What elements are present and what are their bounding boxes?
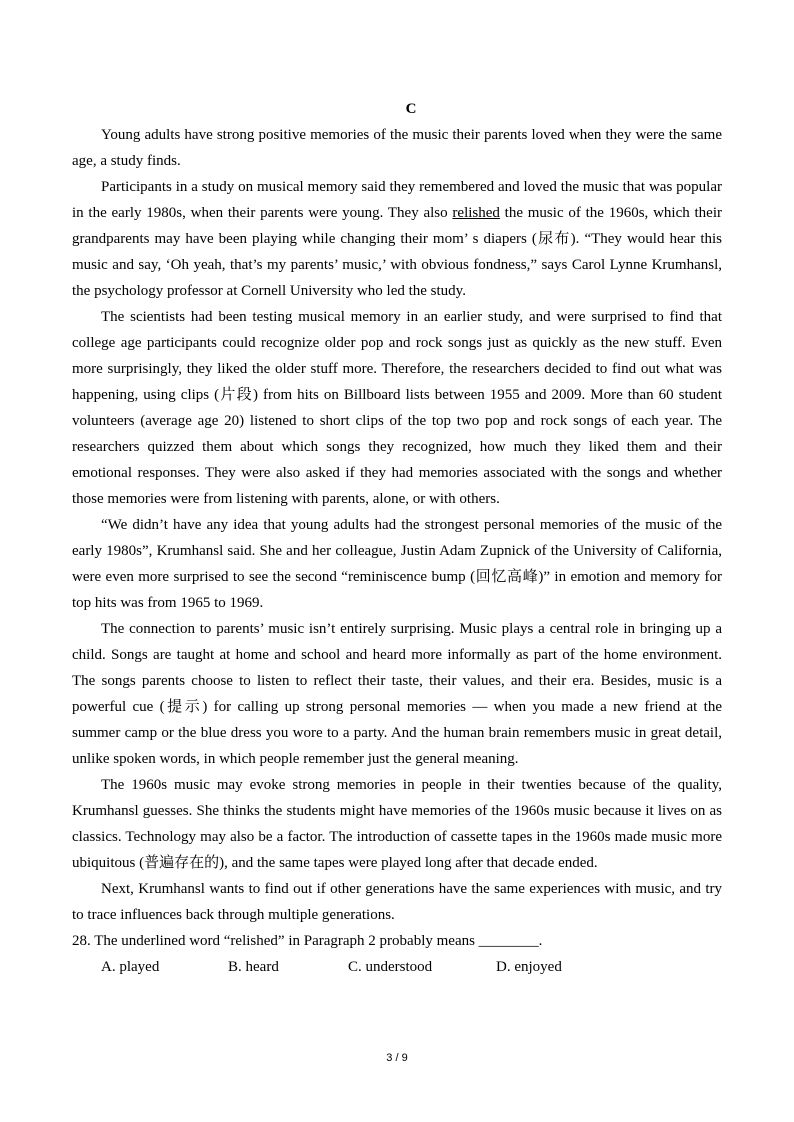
page-number: 3 / 9 <box>386 1052 408 1064</box>
paragraph-1: Young adults have strong positive memories of the music their parents loved when they were the same age, a study finds. <box>72 127 722 169</box>
question-28: 28. The underlined word “relished” in Paragraph 2 probably means ________. <box>72 933 543 949</box>
answer-options <box>72 954 722 980</box>
paragraph-3: The scientists had been testing musical memory in an earlier study, and were surprised to find that college age participants could recognize older pop and rock songs just as quickly as the new stuff. Even more surprisingly, they liked the older stuff more. Therefore, the researchers decided to find out what was happening, using clips (片段) from hits on Billboard lists between 1955 and 2009. More than 60 student volunteers (average age 20) listened to short clips of the top two pop and rock songs of each year. The researchers quizzed them about which songs they recognized, how much they liked them and their emotional responses. They were also asked if they had memories associated with the songs and whether those memories were from listening with parents, alone, or with others. <box>72 309 722 507</box>
option-b: B. heard <box>228 959 279 975</box>
paragraph-5: The connection to parents’ music isn’t entirely surprising. Music plays a central role in bringing up a child. Songs are taught at home and school and heard more informally as part of the home environment. The songs parents choose to listen to reflect their taste, their values, and their era. Besides, music is a powerful cue (提示) for calling up strong personal memories — when you made a new friend at the summer camp or the blue dress you wore to a party. And the human brain remembers music in great detail, unlike spoken words, in which people remember just the general meaning. <box>72 621 722 767</box>
option-a: A. played <box>101 959 160 975</box>
paragraph-4: “We didn’t have any idea that young adults had the strongest personal memories of the music of the early 1980s”, Krumhansl said. She and her colleague, Justin Adam Zupnick of the University of California, were even more surprised to see the second “reminiscence bump (回忆高峰)” in emotion and memory for top hits was from 1965 to 1969. <box>72 517 722 611</box>
paragraph-2-end: the music of the 1960s, which their grandparents may have been playing while changing their mom’ s diapers (尿布). “They would hear this music and say, ‘Oh yeah, that’s my parents’ music,’ with obvious fondness,” says Carol Lynne Krumhansl, the psychology professor at Cornell University who led the study. <box>72 205 722 299</box>
paragraph-2-start: Participants in a study on musical memory said they remembered and loved the music that was popular in the early 1980s, when their parents were young. They also <box>72 179 722 221</box>
underlined-word: relished <box>452 205 500 221</box>
option-c: C. understood <box>348 959 433 975</box>
passage-body <box>72 122 722 980</box>
option-d: D. enjoyed <box>496 959 562 975</box>
paragraph-7: Next, Krumhansl wants to find out if other generations have the same experiences with music, and try to trace influences back through multiple generations. <box>72 881 722 923</box>
paragraph-6: The 1960s music may evoke strong memories in people in their twenties because of the quality, Krumhansl guesses. She thinks the students might have memories of the 1960s music because it lives on as classics. Technology may also be a factor. The introduction of cassette tapes in the 1960s made music more ubiquitous (普遍存在的), and the same tapes were played long after that decade ended. <box>72 777 722 871</box>
paragraph-2 <box>72 174 722 304</box>
section-title: C <box>405 101 417 117</box>
